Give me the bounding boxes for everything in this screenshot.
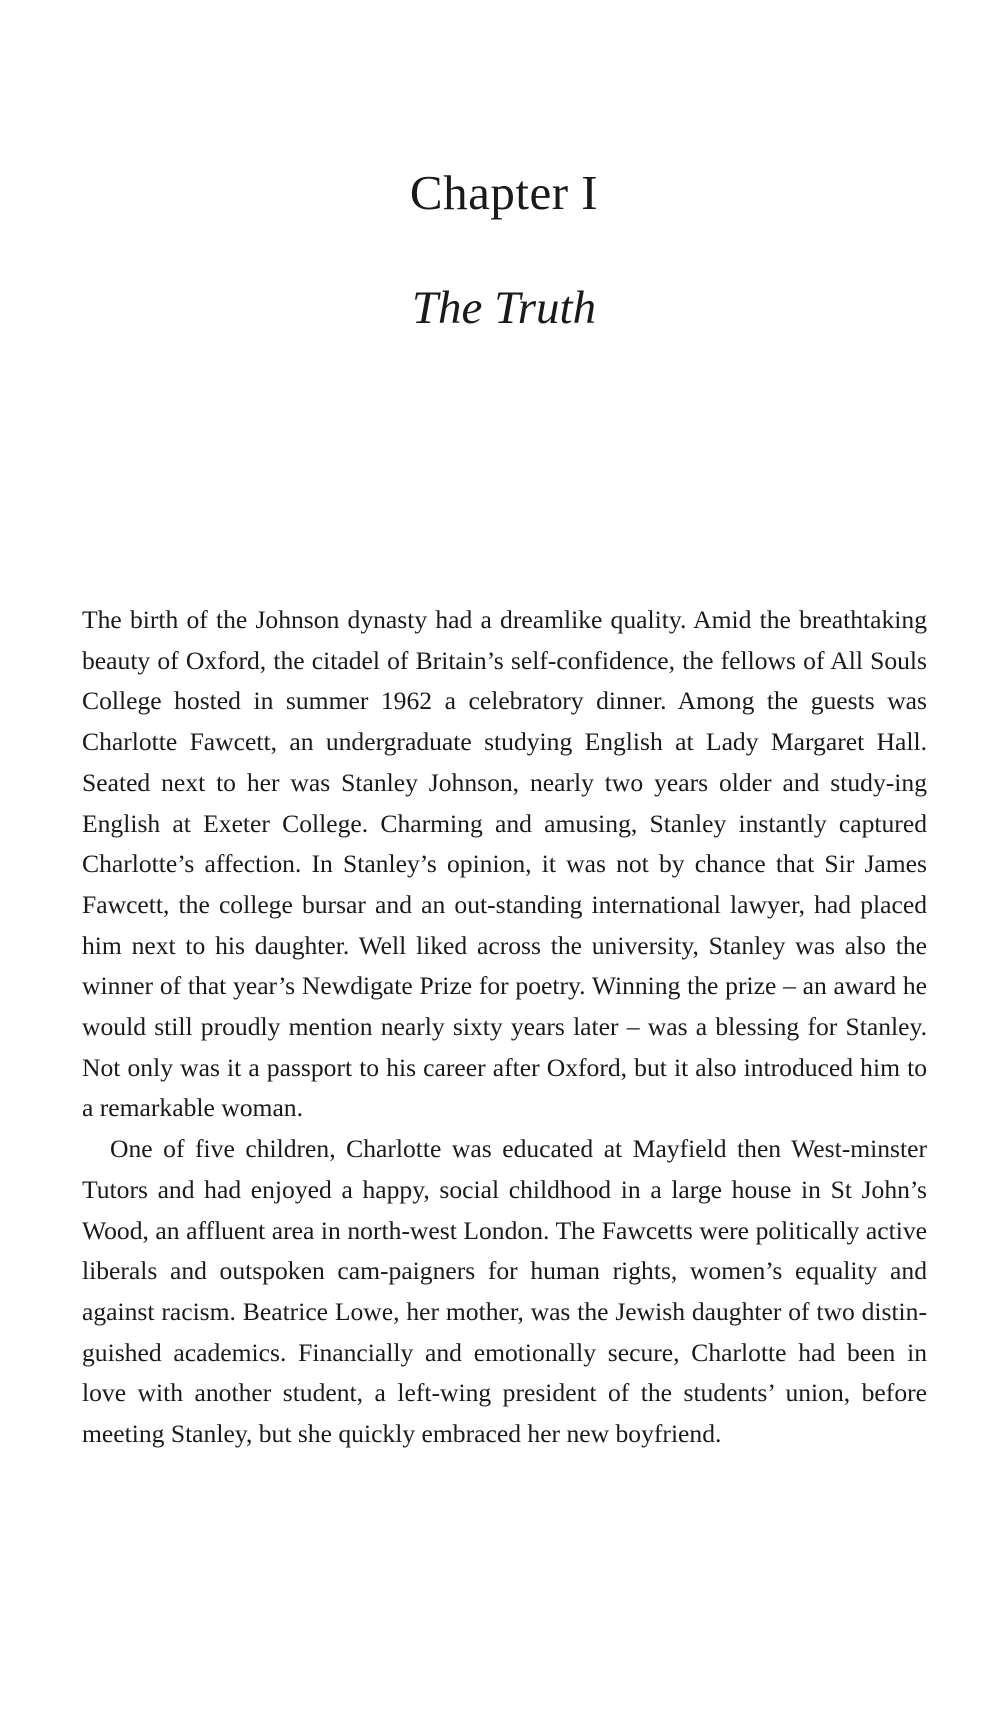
paragraph-2: One of five children, Charlotte was educated at Mayfield then West-minster Tutors and had enjoyed a happy, social childhood in a large house in St John’s Wood, an affluent area in north-west London. The Fawcetts were politically active liberals and outspoken cam-paigners for human rights, women’s equality and against racism. Beatrice Lowe, her mother, was the Jewish daughter of two distin-guished academics. Financially and emotionally secure, Charlotte had been in love with another student, a left-wing president of the students’ union, before meeting Stanley, but she quickly embraced her new boyfriend.: [82, 1134, 927, 1449]
paragraph-1: The birth of the Johnson dynasty had a dreamlike quality. Amid the breathtaking beauty of Oxford, the citadel of Britain’s self-confidence, the fellows of All Souls College hosted in summer 1962 a celebratory dinner. Among the guests was Charlotte Fawcett, an undergraduate studying English at Lady Margaret Hall. Seated next to her was Stanley Johnson, nearly two years older and study-ing English at Exeter College. Charming and amusing, Stanley instantly captured Charlotte’s affection. In Stanley’s opinion, it was not by chance that Sir James Fawcett, the college bursar and an out-standing international lawyer, had placed him next to his daughter. Well liked across the university, Stanley was also the winner of that year’s Newdigate Prize for poetry. Winning the prize – an award he would still proudly mention nearly sixty years later – was a blessing for Stanley. Not only was it a passport to his career after Oxford, but it also introduced him to a remarkable woman.: [82, 605, 927, 1123]
chapter-number: Chapter I: [409, 165, 599, 220]
chapter-body: [82, 600, 927, 1455]
chapter-title: The Truth: [411, 282, 597, 334]
